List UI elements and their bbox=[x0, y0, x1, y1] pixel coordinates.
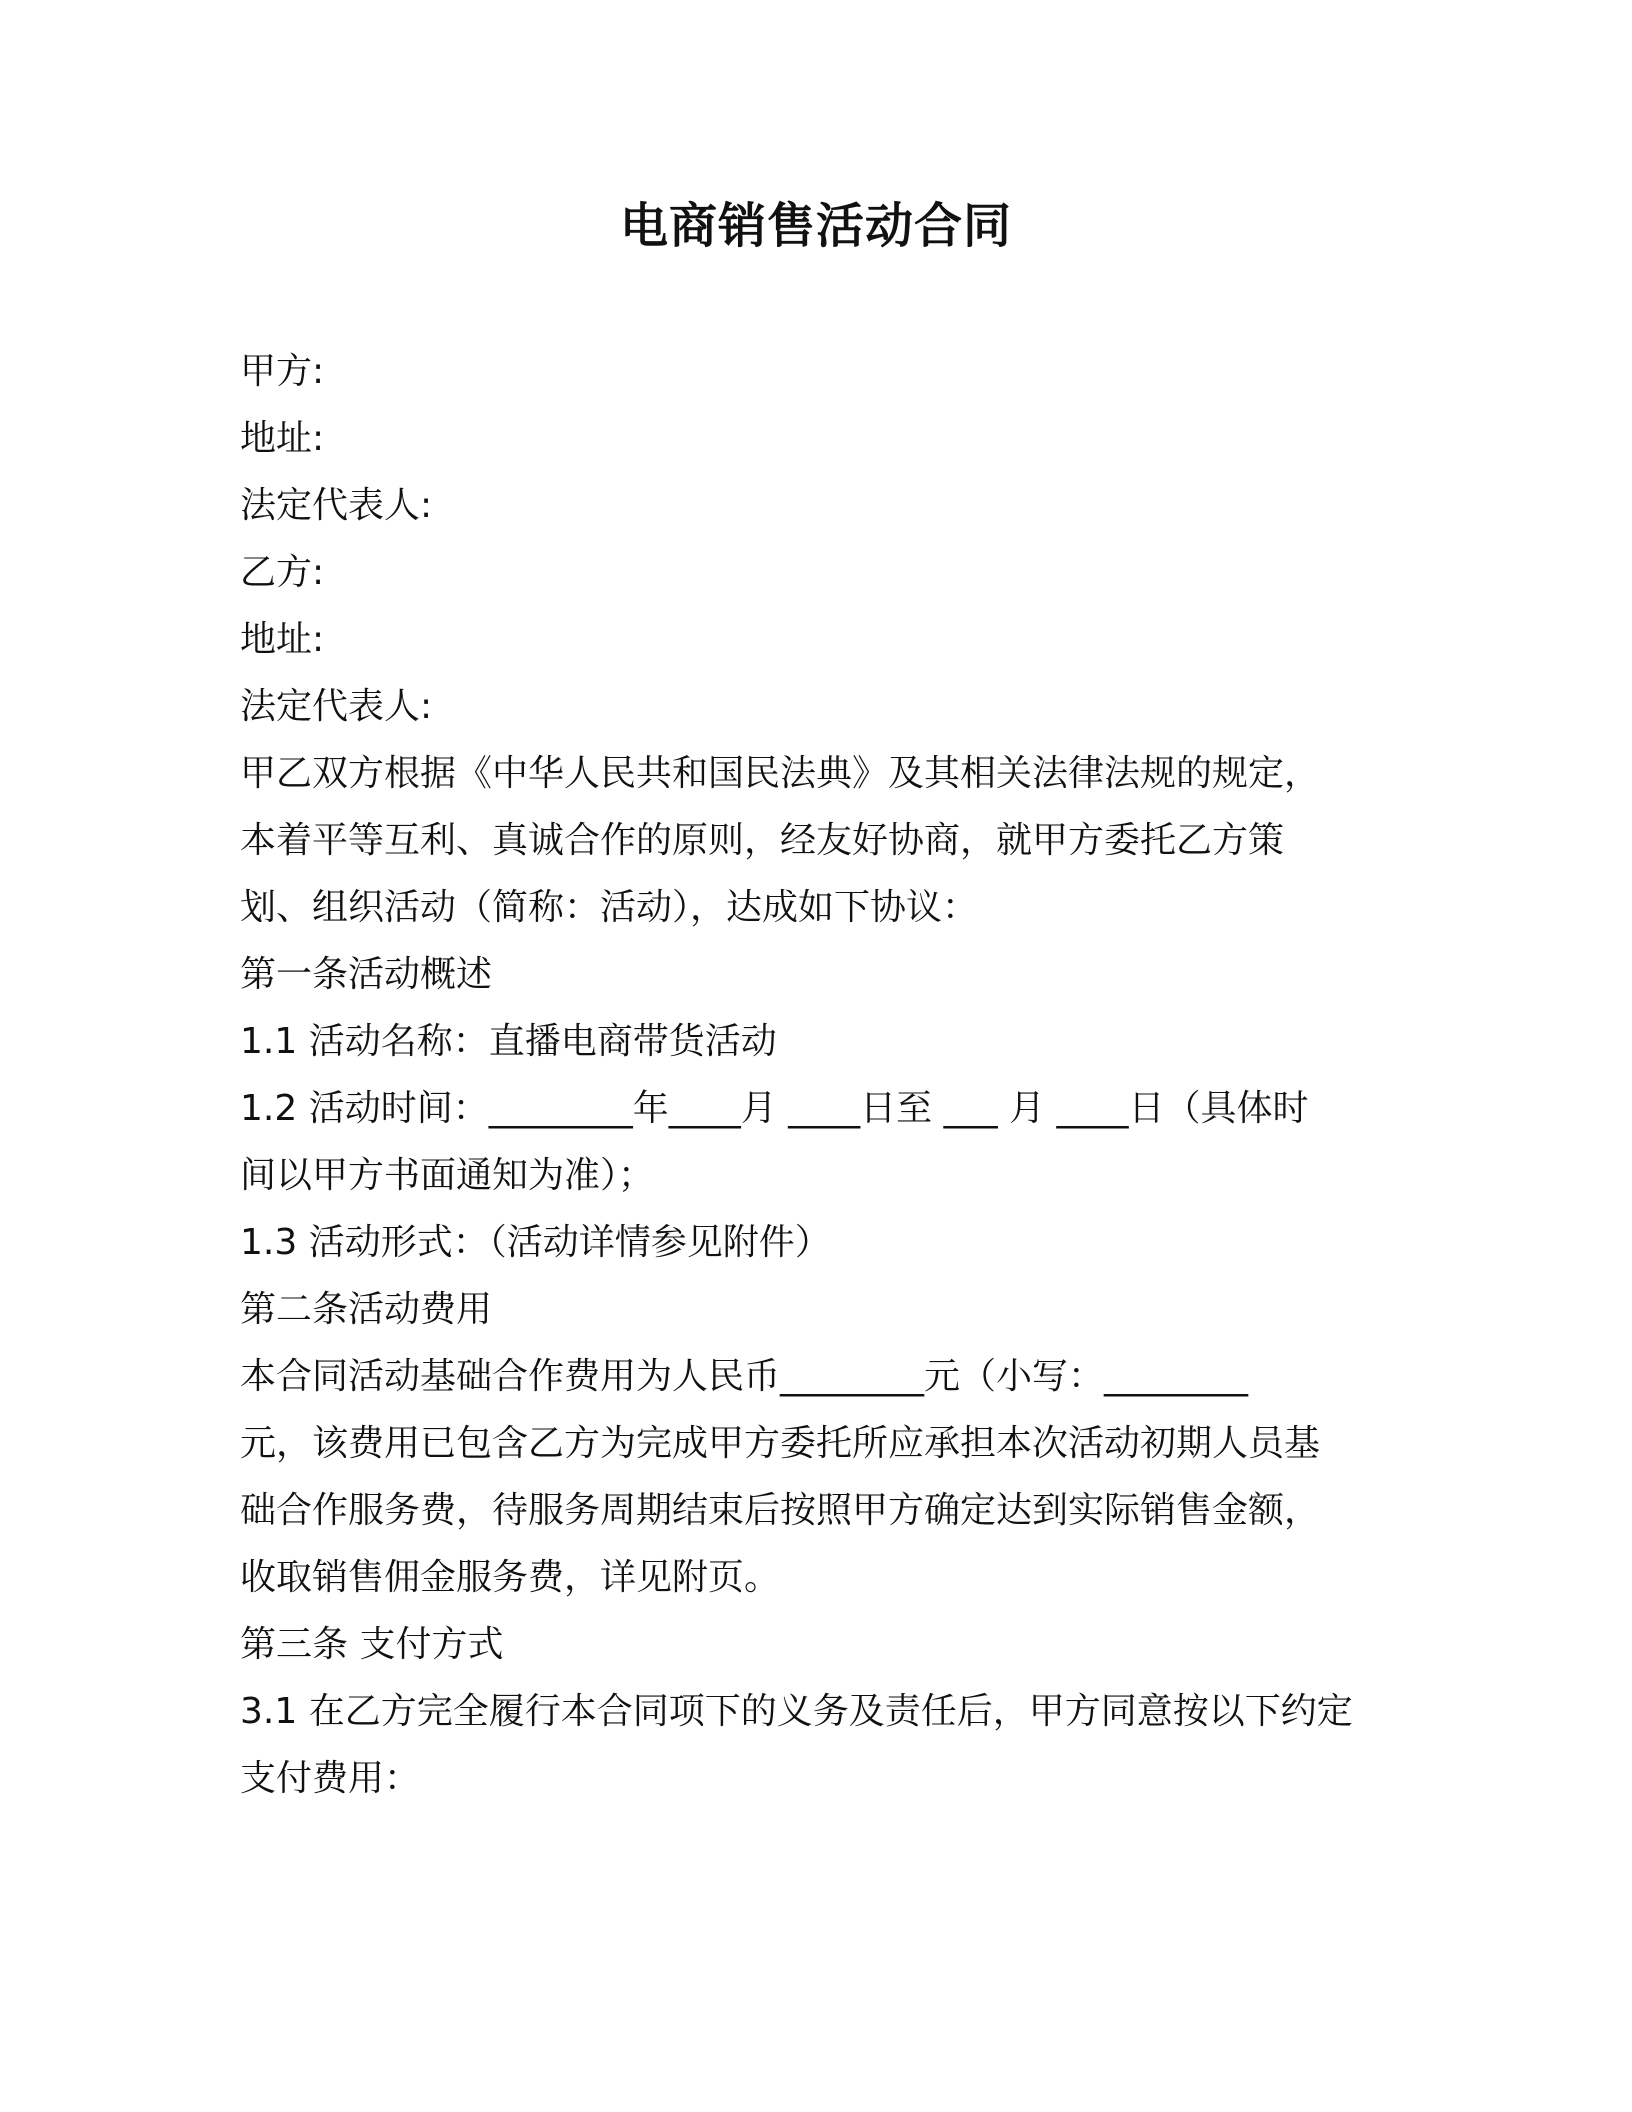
clause-1-2-line-2: 间以甲方书面通知为准）； bbox=[240, 1155, 655, 1196]
article-2-line-4: 收取销售佣金服务费，详见附页。 bbox=[240, 1557, 781, 1598]
clause-3-1-line-2: 支付费用： bbox=[240, 1758, 421, 1799]
preamble-line-3: 划、组织活动（简称：活动），达成如下协议： bbox=[240, 887, 979, 928]
clause-1-2-line-1: 1.2 活动时间：________年____月 ____日至 ___ 月 ____日（具体时 bbox=[240, 1088, 1309, 1129]
article-2-line-2: 元，该费用已包含乙方为完成甲方委托所应承担本次活动初期人员基 bbox=[240, 1423, 1321, 1464]
clause-1-1: 1.1 活动名称：直播电商带货活动 bbox=[240, 1021, 777, 1062]
party-b-representative-label: 法定代表人: bbox=[240, 686, 433, 727]
article-2-line-1: 本合同活动基础合作费用为人民币________元（小写：________ bbox=[240, 1356, 1249, 1397]
clause-1-3: 1.3 活动形式：（活动详情参见附件） bbox=[240, 1222, 831, 1263]
clause-3-1-line-1: 3.1 在乙方完全履行本合同项下的义务及责任后，甲方同意按以下约定 bbox=[240, 1691, 1353, 1732]
party-a-label: 甲方: bbox=[240, 351, 325, 392]
document-title: 电商销售活动合同 bbox=[619, 198, 1012, 254]
article-1-heading: 第一条活动概述 bbox=[240, 954, 493, 995]
party-a-representative-label: 法定代表人: bbox=[240, 485, 433, 526]
article-2-line-3: 础合作服务费，待服务周期结束后按照甲方确定达到实际销售金额， bbox=[240, 1490, 1321, 1531]
party-b-label: 乙方: bbox=[240, 552, 325, 593]
party-b-address-label: 地址: bbox=[240, 619, 325, 660]
party-a-address-label: 地址: bbox=[240, 418, 325, 459]
article-2-heading: 第二条活动费用 bbox=[240, 1289, 493, 1330]
preamble-line-1: 甲乙双方根据《中华人民共和国民法典》及其相关法律法规的规定， bbox=[240, 753, 1321, 794]
article-3-heading: 第三条 支付方式 bbox=[240, 1624, 504, 1665]
preamble-line-2: 本着平等互利、真诚合作的原则，经友好协商，就甲方委托乙方策 bbox=[240, 820, 1285, 861]
document-body bbox=[240, 338, 1400, 1812]
